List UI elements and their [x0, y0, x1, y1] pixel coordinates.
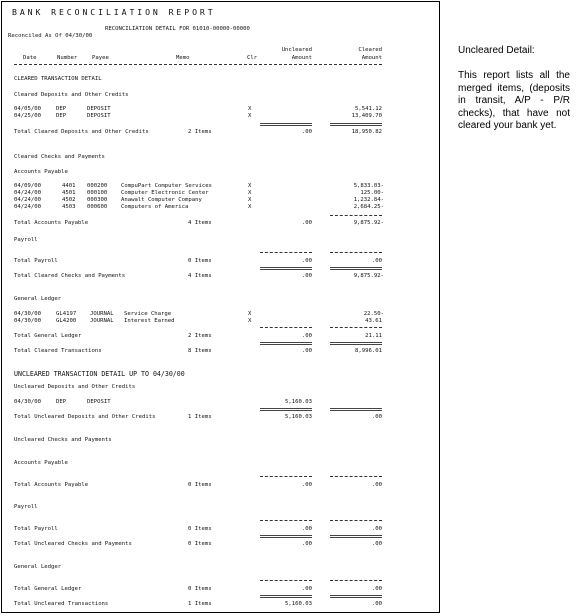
- row-memo: Service Charge: [124, 311, 172, 317]
- total-label: Total Accounts Payable: [14, 220, 89, 226]
- uncleared-deposits-heading: Uncleared Deposits and Other Credits: [14, 384, 136, 390]
- cleared-heading: CLEARED TRANSACTION DETAIL: [14, 76, 102, 82]
- row-payee: DEPOSIT: [87, 399, 111, 405]
- col-cleared-header: Cleared: [358, 47, 382, 53]
- col-clr-header: Clr: [247, 55, 258, 61]
- row-amount: 5,541.12: [355, 106, 382, 112]
- row-payee: DEPOSIT: [87, 113, 111, 119]
- total-items: 2 Items: [188, 129, 212, 135]
- total-uncleared: .00: [301, 273, 312, 279]
- total-items: 2 Items: [188, 333, 212, 339]
- total-uncleared: .00: [301, 333, 312, 339]
- row-payee: 000200: [87, 183, 108, 189]
- total-cleared: 9,875.92-: [353, 220, 384, 226]
- uncleared-heading: UNCLEARED TRANSACTION DETAIL UP TO 04/30/00: [14, 370, 185, 378]
- row-date: 04/30/00: [14, 399, 41, 405]
- total-label: Total General Ledger: [14, 586, 82, 592]
- row-amount: 13,409.70: [351, 113, 382, 119]
- col-uncleared-header: Uncleared: [281, 47, 312, 53]
- row-number: 4401: [62, 183, 76, 189]
- subtotal-rule: [260, 252, 312, 253]
- col-memo-header: Memo: [176, 55, 190, 61]
- row-clr: X: [248, 106, 252, 112]
- total-items: 0 Items: [188, 526, 212, 532]
- total-label: Total Payroll: [14, 258, 58, 264]
- report-page: [1, 1, 440, 613]
- cleared-gl-heading: General Ledger: [14, 296, 62, 302]
- subtotal-rule: [260, 580, 312, 581]
- row-date: 04/25/00: [14, 113, 41, 119]
- total-uncleared: .00: [301, 586, 312, 592]
- total-uncleared: .00: [301, 526, 312, 532]
- cleared-deposits-heading: Cleared Deposits and Other Credits: [14, 92, 129, 98]
- row-date: 04/30/00: [14, 318, 41, 324]
- col-amount2-header: Amount: [361, 55, 382, 61]
- total-uncleared: .00: [301, 482, 312, 488]
- row-number: 4503: [62, 204, 76, 210]
- subtotal-rule: [330, 476, 382, 477]
- cleared-checks-heading: Cleared Checks and Payments: [14, 154, 105, 160]
- total-label: Total Uncleared Transactions: [14, 601, 109, 607]
- uncleared-gl-heading: General Ledger: [14, 564, 62, 570]
- row-memo: CompuPart Computer Services: [121, 183, 212, 189]
- total-label: Total Cleared Deposits and Other Credits: [14, 129, 149, 135]
- total-items: 4 Items: [188, 220, 212, 226]
- subtotal-rule: [260, 476, 312, 477]
- total-label: Total General Ledger: [14, 333, 82, 339]
- col-date-header: Date: [23, 55, 37, 61]
- subtotal-rule: [330, 252, 382, 253]
- header-rule: [14, 64, 382, 65]
- total-label: Total Accounts Payable: [14, 482, 89, 488]
- total-cleared: .00: [371, 414, 382, 420]
- subtotal-rule: [330, 580, 382, 581]
- row-amount: 1,232.84-: [353, 197, 384, 203]
- total-items: 0 Items: [188, 541, 212, 547]
- total-cleared: 8,996.01: [355, 348, 382, 354]
- total-uncleared: .00: [301, 129, 312, 135]
- side-note-title: Uncleared Detail:: [458, 45, 535, 56]
- total-uncleared: .00: [301, 258, 312, 264]
- row-amount: 2,684.25-: [353, 204, 384, 210]
- row-date: 04/24/00: [14, 197, 41, 203]
- total-rule: [330, 535, 382, 538]
- subtotal-rule: [260, 520, 312, 521]
- total-rule: [260, 267, 312, 270]
- total-rule: [330, 267, 382, 270]
- total-items: 4 Items: [188, 273, 212, 279]
- row-number: DEP: [56, 113, 67, 119]
- total-rule: [260, 595, 312, 598]
- row-clr: X: [248, 311, 252, 317]
- row-clr: X: [248, 318, 252, 324]
- row-date: 04/24/00: [14, 190, 41, 196]
- uncleared-payroll-heading: Payroll: [14, 504, 38, 510]
- total-items: 1 Items: [188, 601, 212, 607]
- row-payee: JOURNAL: [90, 311, 114, 317]
- total-cleared: 18,950.82: [351, 129, 382, 135]
- row-amount: 5,833.03-: [353, 183, 384, 189]
- total-uncleared: .00: [301, 541, 312, 547]
- row-amount: 5,160.03: [285, 399, 312, 405]
- row-number: GL4200: [56, 318, 77, 324]
- cleared-ap-heading: Accounts Payable: [14, 169, 68, 175]
- total-label: Total Uncleared Deposits and Other Credits: [14, 414, 156, 420]
- total-cleared: 9,875.92-: [353, 273, 384, 279]
- subtotal-rule: [330, 520, 382, 521]
- row-amount: 22.50-: [363, 311, 384, 317]
- row-clr: X: [248, 204, 252, 210]
- total-items: 0 Items: [188, 258, 212, 264]
- row-payee: JOURNAL: [90, 318, 114, 324]
- total-rule: [260, 123, 312, 126]
- side-note: [458, 45, 570, 132]
- total-items: 0 Items: [188, 482, 212, 488]
- total-rule: [260, 342, 312, 345]
- report-title: BANK RECONCILIATION REPORT: [12, 7, 216, 17]
- row-date: 04/05/00: [14, 106, 41, 112]
- total-uncleared: 5,160.03: [285, 601, 312, 607]
- total-label: Total Payroll: [14, 526, 58, 532]
- subtotal-rule: [330, 327, 382, 328]
- row-amount: 125.00-: [360, 190, 384, 196]
- total-label: Total Cleared Checks and Payments: [14, 273, 126, 279]
- row-memo: Interest Earned: [124, 318, 175, 324]
- total-uncleared: 5,160.03: [285, 414, 312, 420]
- total-cleared: .00: [371, 541, 382, 547]
- total-cleared: .00: [371, 601, 382, 607]
- total-cleared: 21.11: [365, 333, 382, 339]
- total-rule: [330, 595, 382, 598]
- col-amount1-header: Amount: [291, 55, 312, 61]
- total-rule: [330, 408, 382, 411]
- row-memo: Anawalt Computer Company: [121, 197, 202, 203]
- total-rule: [260, 408, 312, 411]
- row-payee: 000100: [87, 190, 108, 196]
- total-label: Total Uncleared Checks and Payments: [14, 541, 132, 547]
- total-cleared: .00: [371, 586, 382, 592]
- subtotal-rule: [260, 327, 312, 328]
- row-number: 4502: [62, 197, 76, 203]
- total-uncleared: .00: [301, 220, 312, 226]
- row-number: DEP: [56, 399, 67, 405]
- row-payee: 000600: [87, 204, 108, 210]
- col-payee-header: Payee: [92, 55, 109, 61]
- row-memo: Computer Electronic Center: [121, 190, 209, 196]
- total-cleared: .00: [371, 482, 382, 488]
- row-memo: Computers of America: [121, 204, 189, 210]
- col-number-header: Number: [57, 55, 78, 61]
- report-subtitle: RECONCILIATION DETAIL FOR 01010-00000-00000: [105, 26, 250, 32]
- total-items: 0 Items: [188, 586, 212, 592]
- row-payee: DEPOSIT: [87, 106, 111, 112]
- total-items: 8 Items: [188, 348, 212, 354]
- uncleared-checks-heading: Uncleared Checks and Payments: [14, 437, 112, 443]
- subtotal-rule: [330, 215, 382, 216]
- row-amount: 43.61: [365, 318, 382, 324]
- row-number: GL4197: [56, 311, 77, 317]
- row-clr: X: [248, 113, 252, 119]
- total-cleared: .00: [371, 258, 382, 264]
- row-clr: X: [248, 183, 252, 189]
- row-date: 04/09/00: [14, 183, 41, 189]
- reconciled-as-of: Reconciled As Of 04/30/00: [8, 33, 93, 39]
- total-rule: [330, 123, 382, 126]
- row-number: DEP: [56, 106, 67, 112]
- total-rule: [260, 535, 312, 538]
- side-note-description: This report lists all the merged items, (deposits in transit, A/P - P/R checks), that have not cleared your bank yet.: [458, 70, 570, 132]
- row-clr: X: [248, 197, 252, 203]
- total-label: Total Cleared Transactions: [14, 348, 102, 354]
- total-items: 1 Items: [188, 414, 212, 420]
- row-date: 04/30/00: [14, 311, 41, 317]
- total-cleared: .00: [371, 526, 382, 532]
- total-uncleared: .00: [301, 348, 312, 354]
- row-date: 04/24/00: [14, 204, 41, 210]
- row-clr: X: [248, 190, 252, 196]
- row-number: 4501: [62, 190, 76, 196]
- uncleared-ap-heading: Accounts Payable: [14, 460, 68, 466]
- row-payee: 000300: [87, 197, 108, 203]
- total-rule: [330, 342, 382, 345]
- cleared-payroll-heading: Payroll: [14, 237, 38, 243]
